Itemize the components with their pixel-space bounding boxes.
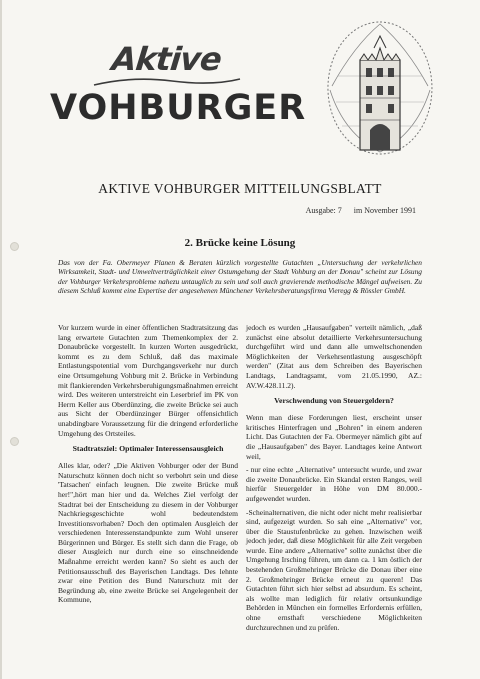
subheading: Verschwendung von Steuergeldern? xyxy=(274,396,394,406)
paragraph: -Scheinalternativen, die nicht oder nicht mehr realisierbar sind, aufgezeigt wurden. So sah eine „Alternative" vor, über die Staustufenbrücke zu gehen. Inzwischen weiß jedoch jeder, daß diese Möglichkeit für alle Zeit vergeben wurde. Eine andere „Alternative" sollte zunächst über die Umgehung Irsching führen, um dann ca. 1 km östlich der bestehenden Großmehringer Brücke die Donau über eine 2. Großmehringer Brücke erneut zu queren! Das Gutachten führt sich hier selbst ad absurdum. Es scheint, als wollte man lediglich für relativ ortsunkundige Behörden in München ein formelles Erfordernis erfüllen, ohne ernsthaft verschiedene Möglichkeiten durchzurechnen und zu prüfen. xyxy=(246,507,422,632)
logo-swash xyxy=(92,76,242,88)
punch-hole xyxy=(10,437,19,446)
logo-vohburger: VOHBURGER xyxy=(50,88,307,128)
newsletter-title: AKTIVE VOHBURGER MITTEILUNGSBLATT xyxy=(98,181,382,196)
paragraph: - nur eine echte „Alternative" untersucht wurde, und zwar die zweite Donaubrücke. Ein Skandal ersten Ranges, weil hierfür Steuergelder in Höhe von DM 80.000.- aufgewendet wurden. xyxy=(246,465,422,503)
town-gate-tower-icon xyxy=(324,16,436,158)
subheading: Stadtratsziel: Optimaler Interessensausgleich xyxy=(72,444,224,454)
issue-number: Ausgabe: 7 xyxy=(305,206,342,215)
logo-aktive: Aktive xyxy=(110,40,223,78)
article-title: 2. Brücke keine Lösung xyxy=(184,237,296,249)
masthead xyxy=(0,0,480,170)
issue-line xyxy=(296,206,416,215)
paragraph: Alles klar, oder? „Die Aktiven Vohburger oder der Bund Naturschutz können doch nicht so verbohrt sein und diese 'Tatsachen' einfach leugnen. Die zweite Brücke muß her!",hört man hier und da. Welches Ziel verfolgt der Stadtrat bei der Entscheidung zu diesem in der Vohburger Nachkriegsgeschichte wohl bedeutendstem Investitionsvorhaben? Doch den optimalen Ausgleich der verschiedenen Interessenstandpunkte zum Wohl unserer Bürgerinnen und Bürger. Es stellt sich dann die Frage, ob dieser Ausgleich nur durch eine so einschneidende Maßnahme erreicht werden kann? So sieht es auch der Petitionsausschuß des Bayerischen Landtags. Des lehnte zwar eine Petition des Bund Naturschutz mit der Begründung ab, eine zweite Brücke sei Angelegenheit der Kommune, xyxy=(58,461,238,605)
paragraph: Vor kurzem wurde in einer öffentlichen Stadtratsitzung das lang erwartete Gutachten zum Themenkomplex der 2. Donaubrücke vorgestellt. In kurzen Worten ausgedrückt, kommt es zu dem Schluß, daß das maximale Entlastungspotential vom Durchgangsverkehr nur durch eine Ortsumgehung Vohburg mit 2. Brücke in Verbindung mit flankierenden Verkehrsberuhigungsmaßnahmen erreicht wird. Des weiteren unterstreicht ein Leserbrief im PK von Herrn Keller aus Oberdünzing, die zweite Brücke sei auch aus Sicht der Oberdünzinger Bürger offensichtlich unabdingbare Voraussetzung für die dringend erforderliche Umgehung des Ortsteiles. xyxy=(58,323,239,438)
paragraph: Wenn man diese Forderungen liest, erscheint unser kritisches Hinterfragen und „Bohren" in einem anderen Licht. Das Gutachten der Fa. Obermeyer nämlich gibt auf die „Hausaufgaben" des Bayer. Landtages keine Antwort weil, xyxy=(246,413,422,461)
issue-date: im November 1991 xyxy=(353,206,416,215)
paragraph: jedoch es wurden „Hausaufgaben" verteilt nämlich, „daß zunächst eine absolut detaillierte Verkehrsuntersuchung durchgeführt wird und dann alle umweltschonenden Möglichkeiten der Verkehrsentlastung ausgeschöpft werden" (Zitat aus dem Schreiben des Bayerischen Landtags, Landtagsamt, vom 21.05.1990, AZ.: AV.W.428.11.2). xyxy=(246,323,422,390)
article-lead: Das von der Fa. Obermeyer Planen & Beraten kürzlich vorgestellte Gutachten „Untersuchung der verkehrlichen Wirksamkeit, Stadt- und Umweltverträglichkeit einer Ostumgehung der Stadt Vohburg an der Donau" scheint zur Lösung der Vohburger Verkehrsprobleme nahezu untauglich zu sein und soll auch gravierende methodische Mängel aufweisen. Zu diesem Schluß kommt eine Expertise der angesehenen Münchener Verkehrsberatungsfirma Vieregg & Rössler GmbH. xyxy=(58,258,422,296)
column-right xyxy=(246,323,422,636)
column-left xyxy=(58,323,238,609)
